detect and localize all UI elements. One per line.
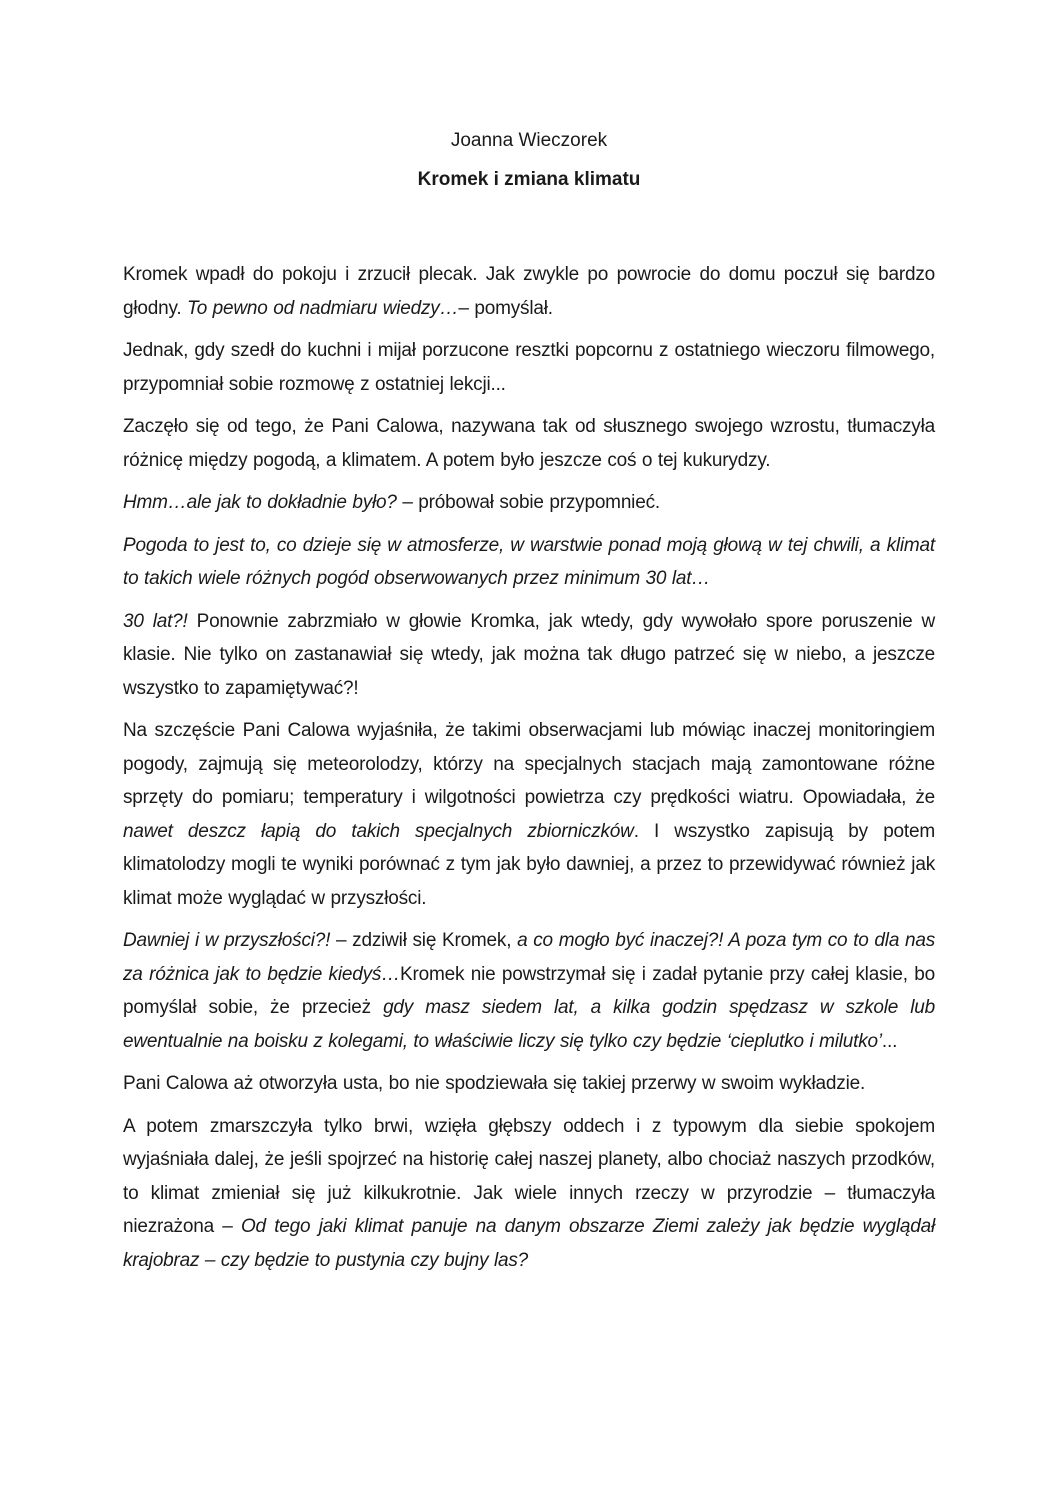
text-run-italic: Dawniej i w przyszłości?! [123, 930, 331, 951]
text-run-italic: Hmm…ale jak to dokładnie było? [123, 492, 397, 513]
text-run: Kromek wpadł do pokoju i zrzucił plecak. Jak zwykle po powrocie do domu poczuł się bardzo głodny. [123, 264, 935, 319]
text-run-italic: a co mogło być inaczej?! A poza tym co to dla nas za różnica jak to będzie kiedyś… [123, 930, 935, 985]
text-run: – zdziwił się Kromek, [330, 930, 518, 951]
paragraph [123, 924, 935, 1058]
text-run: Kromek nie powstrzymał się i zadał pytanie przy całej klasie, bo pomyślał sobie, że przecież [123, 963, 935, 1018]
author-line: Joanna Wieczorek [450, 130, 608, 151]
text-run: – próbował sobie przypomnieć. [396, 492, 660, 513]
paragraph [123, 1067, 935, 1101]
paragraph [123, 334, 935, 401]
paragraph [123, 486, 935, 520]
text-run: Zaczęło się od tego, że Pani Calowa, nazywana tak od słusznego swojego wzrostu, tłumaczyła różnicę między pogodą, a klimatem. A potem było jeszcze coś o tej kukurydzy. [123, 416, 935, 471]
text-run: – pomyślał. [458, 297, 553, 319]
text-run: Ponownie zabrzmiało w głowie Kromka, jak wtedy, gdy wywołało spore poruszenie w klasie. Nie tylko on zastanawiał się wtedy, jak można tak długo patrzeć się w niebo, a jeszcze wszystko to zapamiętywać?! [123, 610, 935, 699]
text-run: Jednak, gdy szedł do kuchni i mijał porzucone resztki popcornu z ostatniego wieczoru filmowego, przypomniał sobie rozmowę z ostatniej lekcji... [123, 340, 935, 395]
text-run: A potem zmarszczyła tylko brwi, wzięła głębszy oddech i z typowym dla siebie spokojem wyjaśniała dalej, że jeśli spojrzeć na historię całej naszej planety, albo chociaż naszych przodków, to klimat zmieniał się już kilkukrotnie. Jak wiele innych rzeczy w przyrodzie – tłumaczyła niezrażona – [123, 1115, 935, 1237]
paragraph [123, 605, 935, 706]
text-run-italic: Pogoda to jest to, co dzieje się w atmosferze, w warstwie ponad moją głową w tej chwili, a klimat to takich wiele różnych pogód obserwowanych przez minimum 30 lat… [123, 534, 935, 589]
paragraph [123, 410, 935, 477]
paragraph [123, 258, 935, 325]
text-run: ... [881, 1030, 898, 1052]
text-run-italic: 30 lat?! [123, 610, 188, 632]
text-run: . I wszystko zapisują by potem klimatolodzy mogli te wyniki porównać z tym jak było dawniej, a przez to przewidywać również jak klimat może wyglądać w przyszłości. [123, 820, 936, 909]
paragraph [123, 1110, 935, 1278]
document-title: Kromek i zmiana klimatu [417, 169, 641, 190]
document-body [123, 258, 935, 1277]
text-run-italic: gdy masz siedem lat, a kilka godzin spędzasz w szkole lub ewentualnie na boisku z kolegami, to właściwie liczy się tylko czy będzie ‘cieplutko i milutko’ [123, 997, 935, 1052]
text-run-italic: To pewno od nadmiaru wiedzy… [187, 297, 459, 319]
text-run-italic: Od tego jaki klimat panuje na danym obszarze Ziemi zależy jak będzie wyglądał krajobraz – czy będzie to pustynia czy bujny las? [123, 1216, 935, 1271]
paragraph [123, 529, 935, 596]
text-run: Pani Calowa aż otworzyła usta, bo nie spodziewała się takiej przerwy w swoim wykładzie. [123, 1073, 866, 1094]
text-run: Na szczęście Pani Calowa wyjaśniła, że takimi obserwacjami lub mówiąc inaczej monitoringiem pogody, zajmują się meteorolodzy, którzy na specjalnych stacjach mają zamontowane różne sprzęty do pomiaru; temperatury i wilgotności powietrza czy prędkości wiatru. Opowiadała, że [123, 720, 935, 808]
text-run-italic: nawet deszcz łapią do takich specjalnych zbiorniczków [123, 820, 634, 842]
paragraph [123, 714, 935, 915]
